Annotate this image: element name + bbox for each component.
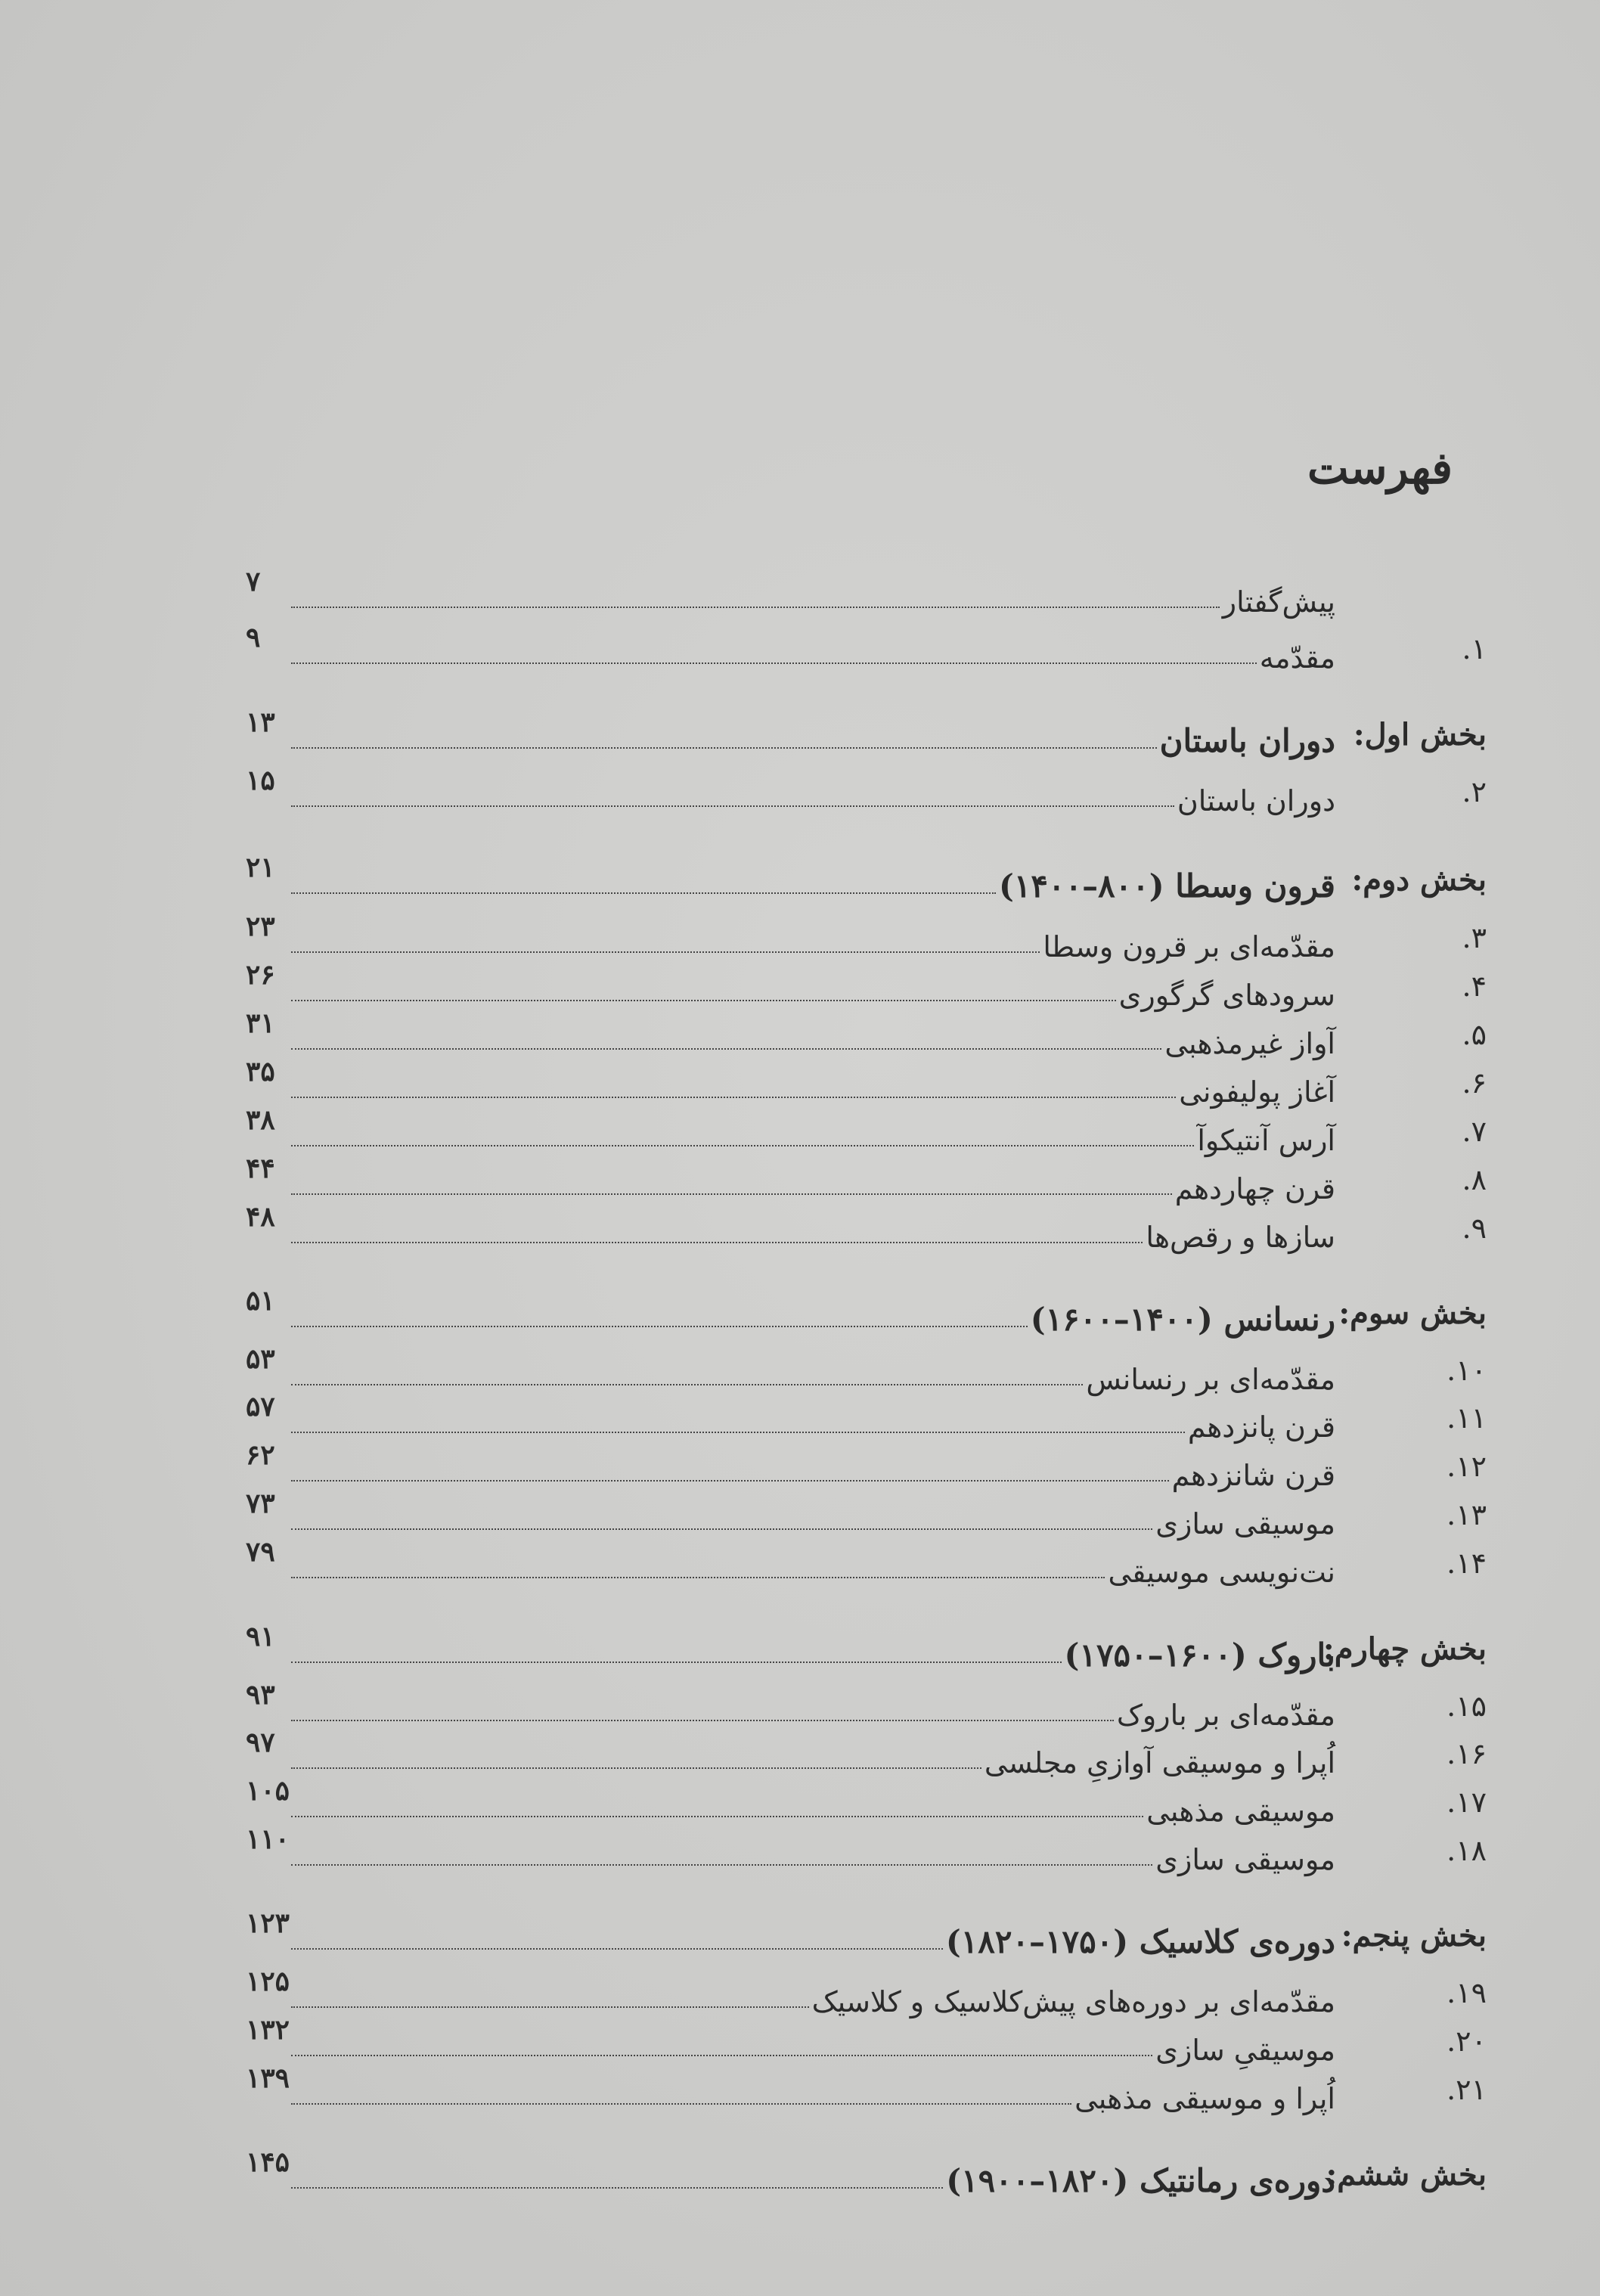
dot-leader — [291, 1577, 1105, 1578]
page-number: ۱۴۵ — [246, 2146, 290, 2178]
toc-section-row — [246, 2146, 1487, 2202]
chapter-number: ۱۲. — [1447, 1450, 1487, 1483]
toc-chapter-row — [246, 1966, 1487, 2021]
page-number: ۱۳۲ — [246, 2014, 290, 2046]
section-label: بخش دوم: — [1351, 862, 1487, 898]
toc-section-row — [246, 1285, 1487, 1341]
page-number: ۵۷ — [246, 1391, 275, 1423]
dot-leader — [291, 1767, 981, 1769]
toc-chapter-row — [246, 1679, 1487, 1735]
toc-chapter-row — [246, 1391, 1487, 1447]
dot-leader — [291, 1384, 1083, 1385]
dot-leader — [291, 1193, 1172, 1195]
page-number: ۳۸ — [246, 1104, 275, 1136]
toc-chapter-row — [246, 911, 1487, 966]
chapter-title: مقدّمه‌ای بر رنسانس — [1086, 1363, 1335, 1396]
dot-leader — [291, 2006, 809, 2008]
chapter-number: ۳. — [1462, 921, 1487, 954]
chapter-title: سرودهای گرگوری — [1118, 979, 1335, 1012]
dot-leader — [291, 1661, 1062, 1663]
toc-chapter-row — [246, 1201, 1487, 1257]
chapter-title: قرن پانزدهم — [1187, 1410, 1335, 1444]
toc-chapter-row — [246, 1056, 1487, 1112]
dot-leader — [291, 1000, 1116, 1001]
page-number: ۶۲ — [246, 1439, 275, 1471]
chapter-number: ۲. — [1462, 775, 1487, 808]
chapter-title: موسیقی سازی — [1155, 1843, 1335, 1876]
section-title: قرون وسطا (۸۰۰–۱۴۰۰) — [998, 867, 1335, 904]
toc-chapter-row — [246, 1823, 1487, 1879]
dot-leader — [291, 1480, 1169, 1482]
page-number: ۴۴ — [246, 1153, 275, 1184]
chapter-title: آواز غیرمذهبی — [1164, 1027, 1335, 1060]
section-label: بخش ششم: — [1326, 2157, 1487, 2192]
page-number: ۹۳ — [246, 1679, 275, 1711]
chapter-number: ۸. — [1462, 1163, 1487, 1196]
section-title: رنسانس (۱۴۰۰–۱۶۰۰) — [1030, 1301, 1335, 1338]
dot-leader — [291, 1432, 1185, 1433]
toc-chapter-row — [246, 1775, 1487, 1831]
chapter-title: اُپرا و موسیقی مذهبی — [1074, 2082, 1335, 2115]
page-number: ۹۱ — [246, 1621, 275, 1652]
chapter-title: موسیقیِ سازی — [1155, 2034, 1335, 2067]
toc-chapter-row — [246, 2014, 1487, 2070]
section-title: باروک (۱۶۰۰–۱۷۵۰) — [1064, 1637, 1335, 1674]
chapter-number: ۴. — [1462, 970, 1487, 1003]
section-label: بخش اول: — [1353, 717, 1487, 752]
chapter-number: ۵. — [1462, 1018, 1487, 1051]
chapter-title: موسیقی مذهبی — [1146, 1795, 1335, 1828]
toc-chapter-row — [246, 959, 1487, 1015]
section-title: دوره‌ی رمانتیک (۱۸۲۰–۱۹۰۰) — [946, 2162, 1335, 2199]
page-number: ۵۱ — [246, 1285, 275, 1317]
dot-leader — [291, 805, 1174, 807]
dot-leader — [291, 2055, 1152, 2056]
toc-chapter-row — [246, 1439, 1487, 1495]
toc-chapter-row — [246, 1488, 1487, 1544]
chapter-number: ۱۴. — [1447, 1547, 1487, 1580]
chapter-number: ۹. — [1462, 1212, 1487, 1245]
dot-leader — [291, 1145, 1194, 1146]
chapter-number: ۱۵. — [1447, 1689, 1487, 1723]
page-number: ۱۳ — [246, 706, 275, 738]
page-number: ۳۱ — [246, 1007, 275, 1039]
section-title: دوره‌ی کلاسیک (۱۷۵۰–۱۸۲۰) — [945, 1923, 1335, 1960]
dot-leader — [291, 951, 1040, 953]
dot-leader — [291, 1326, 1028, 1327]
chapter-number: ۱۷. — [1447, 1786, 1487, 1819]
chapter-title: پیش‌گفتار — [1222, 585, 1335, 619]
dot-leader — [291, 1528, 1152, 1530]
toc-chapter-row — [246, 622, 1487, 678]
page-number: ۱۱۰ — [246, 1823, 290, 1855]
chapter-number: ۶. — [1462, 1066, 1487, 1100]
toc-chapter-row — [246, 1727, 1487, 1783]
chapter-title: مقدّمه — [1259, 641, 1335, 675]
toc-chapter-row — [246, 765, 1487, 821]
dot-leader — [291, 1242, 1143, 1243]
dot-leader — [291, 1948, 943, 1950]
chapter-number: ۷. — [1462, 1115, 1487, 1148]
page-number: ۲۳ — [246, 911, 275, 942]
chapter-number: ۱. — [1462, 632, 1487, 666]
toc-section-row — [246, 706, 1487, 762]
toc-chapter-row — [246, 1007, 1487, 1063]
section-label: بخش سوم: — [1338, 1295, 1487, 1331]
chapter-title: آرس آنتیکوآ — [1197, 1124, 1335, 1157]
toc-chapter-row — [246, 1104, 1487, 1160]
page-number: ۴۸ — [246, 1201, 275, 1233]
chapter-number: ۱۱. — [1447, 1401, 1487, 1435]
toc-section-row — [246, 1621, 1487, 1677]
chapter-title: موسیقی سازی — [1155, 1507, 1335, 1540]
chapter-number: ۱۶. — [1447, 1737, 1487, 1770]
chapter-title: آغاز پولیفونی — [1179, 1075, 1335, 1109]
page-number: ۲۶ — [246, 959, 275, 991]
chapter-number: ۱۳. — [1447, 1498, 1487, 1531]
dot-leader — [291, 1048, 1161, 1050]
section-label: بخش پنجم: — [1341, 1918, 1487, 1953]
toc-chapter-row — [246, 566, 1487, 622]
dot-leader — [291, 2103, 1071, 2105]
dot-leader — [291, 892, 996, 894]
page-number: ۹۷ — [246, 1727, 275, 1758]
toc-section-row — [246, 1907, 1487, 1963]
chapter-title: مقدّمه‌ای بر قرون وسطا — [1043, 930, 1335, 963]
chapter-number: ۱۰. — [1447, 1354, 1487, 1387]
toc-chapter-row — [246, 2062, 1487, 2118]
page-number: ۳۵ — [246, 1056, 275, 1087]
chapter-title: مقدّمه‌ای بر دوره‌های پیش‌کلاسیک و کلاسیک — [811, 1985, 1335, 2018]
dot-leader — [291, 747, 1157, 749]
page-number: ۱۲۳ — [246, 1907, 290, 1939]
dot-leader — [291, 1720, 1114, 1721]
section-title: دوران باستان — [1159, 722, 1335, 759]
page-number: ۱۳۹ — [246, 2062, 290, 2094]
chapter-title: قرن چهاردهم — [1174, 1172, 1335, 1205]
chapter-number: ۲۰. — [1447, 2025, 1487, 2058]
dot-leader — [291, 2187, 943, 2189]
page-number: ۲۱ — [246, 852, 275, 883]
dot-leader — [291, 662, 1257, 664]
chapter-number: ۱۸. — [1447, 1834, 1487, 1867]
chapter-number: ۱۹. — [1447, 1976, 1487, 2009]
toc-title: فهرست — [1307, 442, 1453, 494]
dot-leader — [291, 1864, 1152, 1866]
page-number: ۹ — [246, 622, 261, 653]
section-label: بخش چهارم: — [1322, 1631, 1487, 1667]
dot-leader — [291, 1816, 1143, 1817]
dot-leader — [291, 1097, 1176, 1098]
chapter-title: اُپرا و موسیقی آوازیِ مجلسی — [984, 1746, 1335, 1779]
chapter-title: مقدّمه‌ای بر باروک — [1116, 1699, 1335, 1732]
page-number: ۱۲۵ — [246, 1966, 290, 1997]
chapter-title: سازها و رقص‌ها — [1146, 1221, 1335, 1254]
chapter-title: دوران باستان — [1177, 784, 1335, 818]
chapter-title: نت‌نویسی موسیقی — [1108, 1556, 1335, 1589]
page-number: ۱۵ — [246, 765, 275, 796]
chapter-title: قرن شانزدهم — [1171, 1459, 1335, 1492]
page-number: ۷۳ — [246, 1488, 275, 1519]
page-number: ۱۰۵ — [246, 1775, 290, 1807]
chapter-number: ۲۱. — [1447, 2073, 1487, 2106]
page-number: ۵۳ — [246, 1343, 275, 1375]
toc-chapter-row — [246, 1153, 1487, 1209]
page-number: ۷۹ — [246, 1536, 275, 1568]
toc-chapter-row — [246, 1536, 1487, 1592]
page-number: ۷ — [246, 566, 261, 597]
toc-section-row — [246, 852, 1487, 908]
dot-leader — [291, 607, 1220, 608]
toc-chapter-row — [246, 1343, 1487, 1399]
